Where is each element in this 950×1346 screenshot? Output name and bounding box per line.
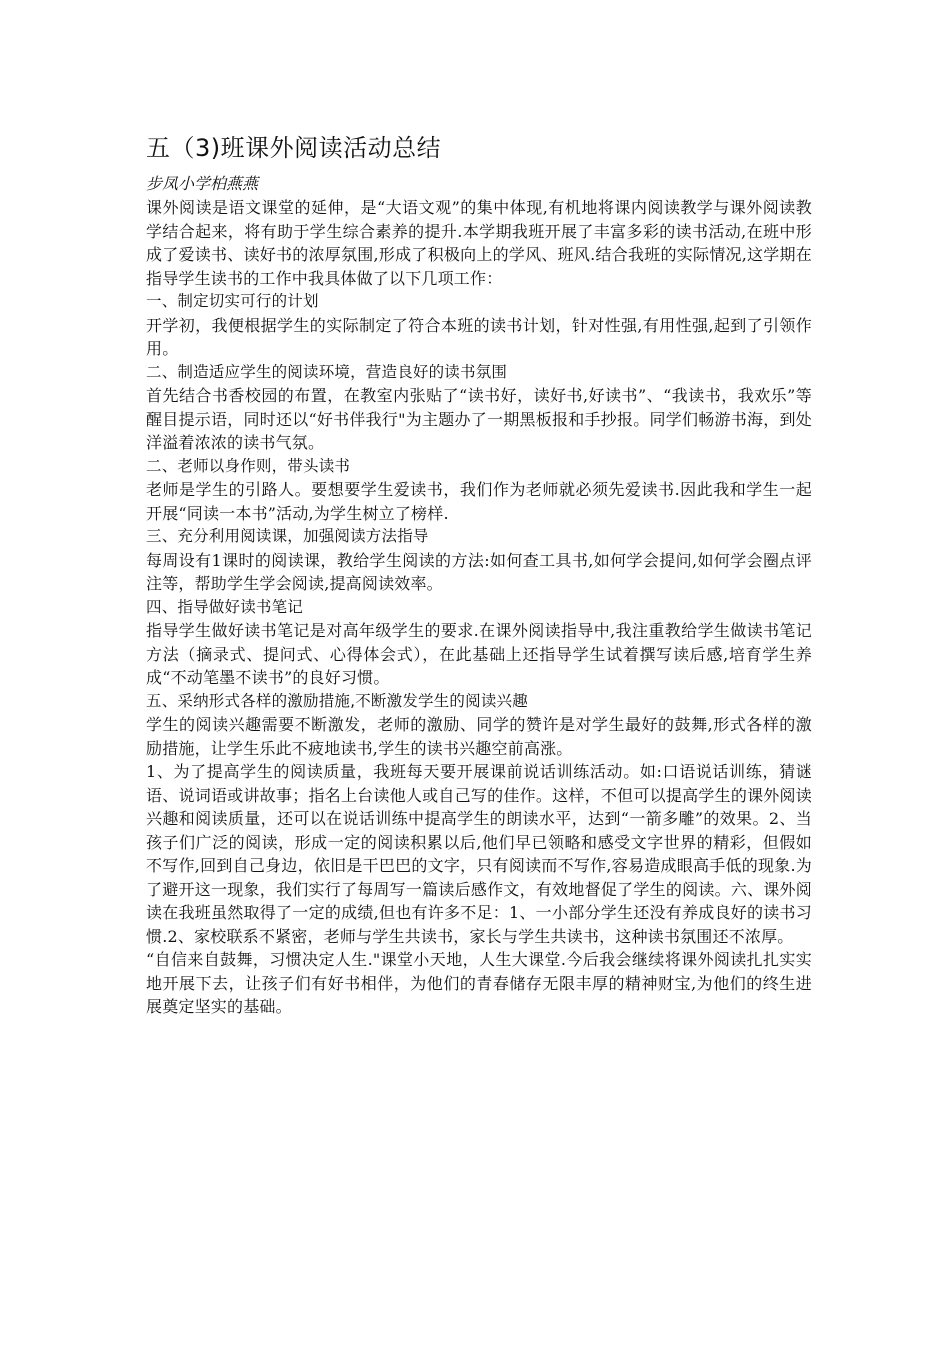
section-heading-2: 二、制造适应学生的阅读环境，营造良好的读书氛围 xyxy=(146,362,508,381)
activities-paragraph: 1、为了提高学生的阅读质量，我班每天要开展课前说话训练活动。如:口语说话训练，猜谜语、说词语或讲故事；指名上台读他人或自己写的佳作。这样，不但可以提高学生的课外阅读兴趣和阅读质量，还可以在说话训练中提高学生的朗读水平，达到“一箭多雕”的效果。2、当孩子们广泛的阅读，形成一定的阅读积累以后,他们早已领略和感受文字世界的精彩，但假如不写作,回到自己身边，依旧是干巴巴的文字，只有阅读而不写作,容易造成眼高手低的现象.为了避开这一现象，我们实行了每周写一篇读后感作文，有效地督促了学生的阅读。六、课外阅读在我班虽然取得了一定的成绩,但也有许多不足：1、一小部分学生还没有养成良好的读书习惯.2、家校联系不紧密，老师与学生共读书，家长与学生共读书，这种读书氛围还不浓厚。 xyxy=(146,762,812,946)
section-body-5: 指导学生做好读书笔记是对高年级学生的要求.在课外阅读指导中,我注重教给学生做读书笔记方法（摘录式、提问式、心得体会式），在此基础上还指导学生试着撰写读后感,培育学生养成“不动笔墨不读书”的良好习惯。 xyxy=(146,621,812,687)
document-content xyxy=(146,128,812,1019)
intro-paragraph: 课外阅读是语文课堂的延伸，是“大语文观”的集中体现,有机地将课内阅读教学与课外阅读教学结合起来，将有助于学生综合素养的提升.本学期我班开展了丰富多彩的读书活动,在班中形成了爱读书、读好书的浓厚氛围,形成了积极向上的学风、班风.结合我班的实际情况,这学期在指导学生读书的工作中我具体做了以下几项工作： xyxy=(146,198,812,288)
section-heading-3: 二、老师以身作则，带头读书 xyxy=(146,456,351,475)
section-body-3: 老师是学生的引路人。要想要学生爱读书，我们作为老师就必须先爱读书.因此我和学生一起开展“同读一本书”活动,为学生树立了榜样. xyxy=(146,480,812,523)
section-body-1: 开学初，我便根据学生的实际制定了符合本班的读书计划，针对性强,有用性强,起到了引领作用。 xyxy=(146,315,812,358)
section-body-6: 学生的阅读兴趣需要不断激发，老师的激励、同学的赞许是对学生最好的鼓舞,形式各样的激励措施，让学生乐此不疲地读书,学生的读书兴趣空前高涨。 xyxy=(146,715,812,758)
section-heading-1: 一、制定切实可行的计划 xyxy=(146,292,319,310)
document-title: 五（3)班课外阅读活动总结 xyxy=(146,134,442,162)
section-heading-5: 四、指导做好读书笔记 xyxy=(146,597,304,616)
closing-paragraph: “自信来自鼓舞，习惯决定人生."课堂小天地，人生大课堂.今后我会继续将课外阅读扎扎实实地开展下去，让孩子们有好书相伴，为他们的青春储存无限丰厚的精神财宝,为他们的终生进展奠定坚实的基础。 xyxy=(146,950,812,1016)
section-body-2: 首先结合书香校园的布置，在教室内张贴了“读书好，读好书,好读书”、“我读书，我欢乐”等醒目提示语，同时还以“好书伴我行"为主题办了一期黑板报和手抄报。同学们畅游书海，到处洋溢着浓浓的读书气氛。 xyxy=(146,386,812,452)
author-line: 步凤小学柏燕燕 xyxy=(146,174,259,193)
section-heading-4: 三、充分利用阅读课，加强阅读方法指导 xyxy=(146,527,429,545)
section-heading-6: 五、采纳形式各样的激励措施,不断激发学生的阅读兴趣 xyxy=(146,691,528,710)
section-body-4: 每周设有1课时的阅读课，教给学生阅读的方法:如何查工具书,如何学会提问,如何学会圈点评注等，帮助学生学会阅读,提高阅读效率。 xyxy=(146,550,812,593)
